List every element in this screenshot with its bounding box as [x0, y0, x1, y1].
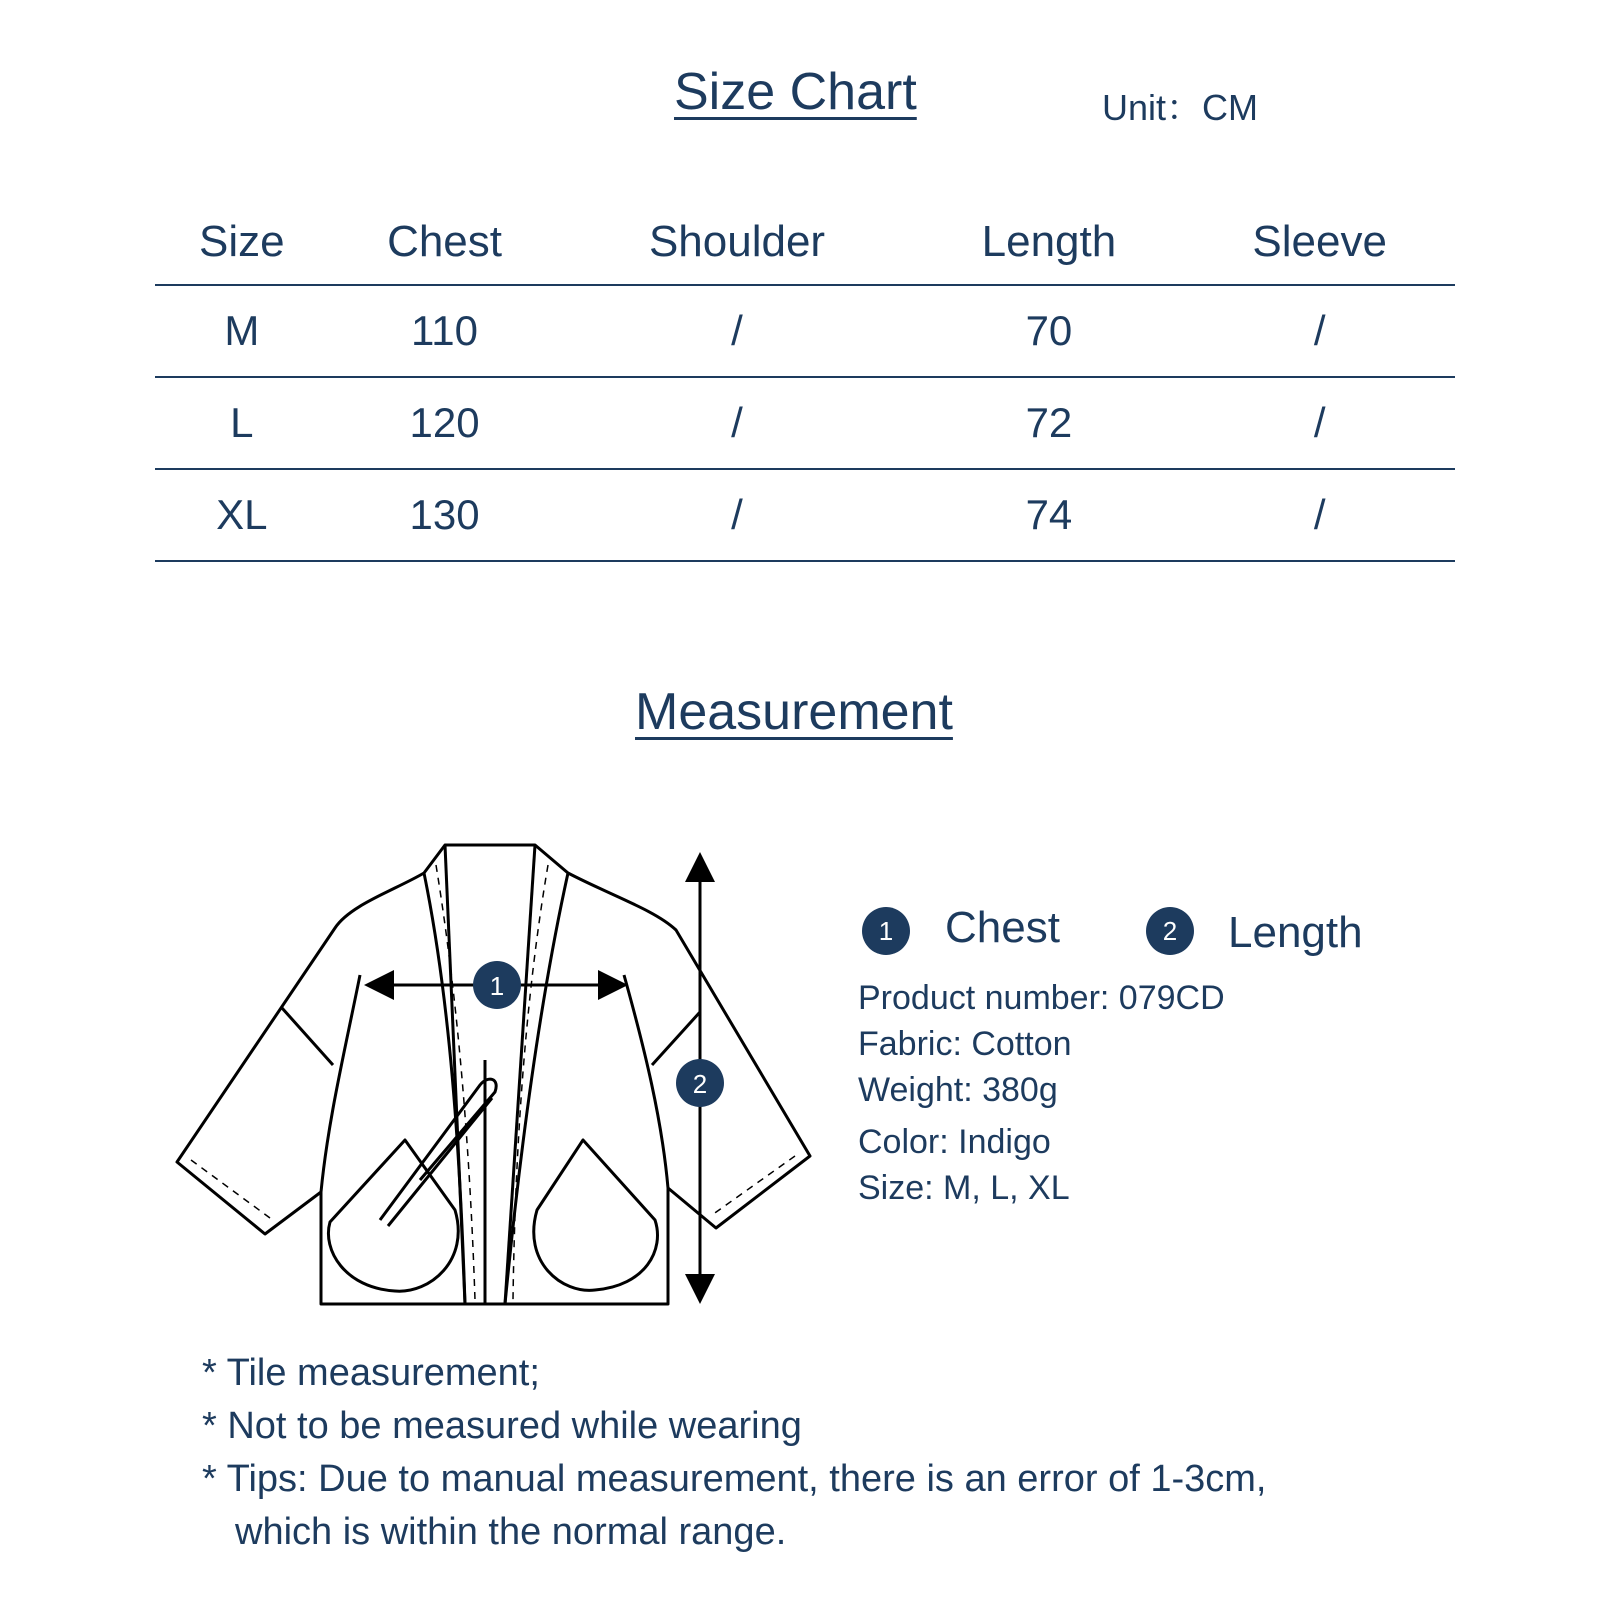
table-cell: 130 — [329, 469, 561, 561]
size-table — [155, 200, 1455, 562]
table-cell: / — [560, 285, 913, 377]
table-cell: / — [1184, 377, 1455, 469]
diagram-marker-2: 2 — [692, 1069, 708, 1099]
table-header-row — [155, 200, 1455, 285]
size-chart-title: Size Chart — [674, 63, 917, 121]
legend-length-badge: 2 — [1146, 907, 1194, 955]
product-specs — [858, 975, 1225, 1211]
header-size: Size — [155, 200, 329, 285]
header-sleeve: Sleeve — [1184, 200, 1455, 285]
spec-color: Color: Indigo — [858, 1123, 1051, 1161]
table-cell: 72 — [914, 377, 1185, 469]
spec-size: Size: M, L, XL — [858, 1169, 1070, 1207]
spec-fabric: Fabric: Cotton — [858, 1025, 1072, 1063]
table-cell: / — [1184, 285, 1455, 377]
table-cell: 120 — [329, 377, 561, 469]
header-shoulder: Shoulder — [560, 200, 913, 285]
spec-product-number: Product number: 079CD — [858, 979, 1225, 1017]
table-row — [155, 469, 1455, 561]
table-cell: / — [560, 377, 913, 469]
note-tile-measurement: * Tile measurement; — [202, 1352, 540, 1394]
legend-chest-badge: 1 — [862, 907, 910, 955]
table-cell: XL — [155, 469, 329, 561]
spec-weight: Weight: 380g — [858, 1071, 1058, 1109]
table-row — [155, 377, 1455, 469]
legend-chest-label: Chest — [945, 903, 1060, 952]
table-cell: / — [1184, 469, 1455, 561]
table-cell: 70 — [914, 285, 1185, 377]
table-cell: 110 — [329, 285, 561, 377]
header-length: Length — [914, 200, 1185, 285]
table-row — [155, 285, 1455, 377]
note-tips-continued: which is within the normal range. — [235, 1511, 787, 1553]
notes — [202, 1347, 1266, 1559]
legend-length-label: Length — [1228, 908, 1363, 957]
table-cell: L — [155, 377, 329, 469]
header-chest: Chest — [329, 200, 561, 285]
unit-label: Unit：CM — [1102, 87, 1259, 128]
table-cell: M — [155, 285, 329, 377]
measurement-title: Measurement — [635, 683, 953, 741]
table-cell: / — [560, 469, 913, 561]
diagram-marker-1: 1 — [489, 971, 505, 1001]
note-tips: * Tips: Due to manual measurement, there is an error of 1-3cm, — [202, 1458, 1267, 1500]
note-not-wearing: * Not to be measured while wearing — [202, 1405, 802, 1447]
kimono-jacket-diagram-icon — [170, 830, 830, 1310]
table-cell: 74 — [914, 469, 1185, 561]
